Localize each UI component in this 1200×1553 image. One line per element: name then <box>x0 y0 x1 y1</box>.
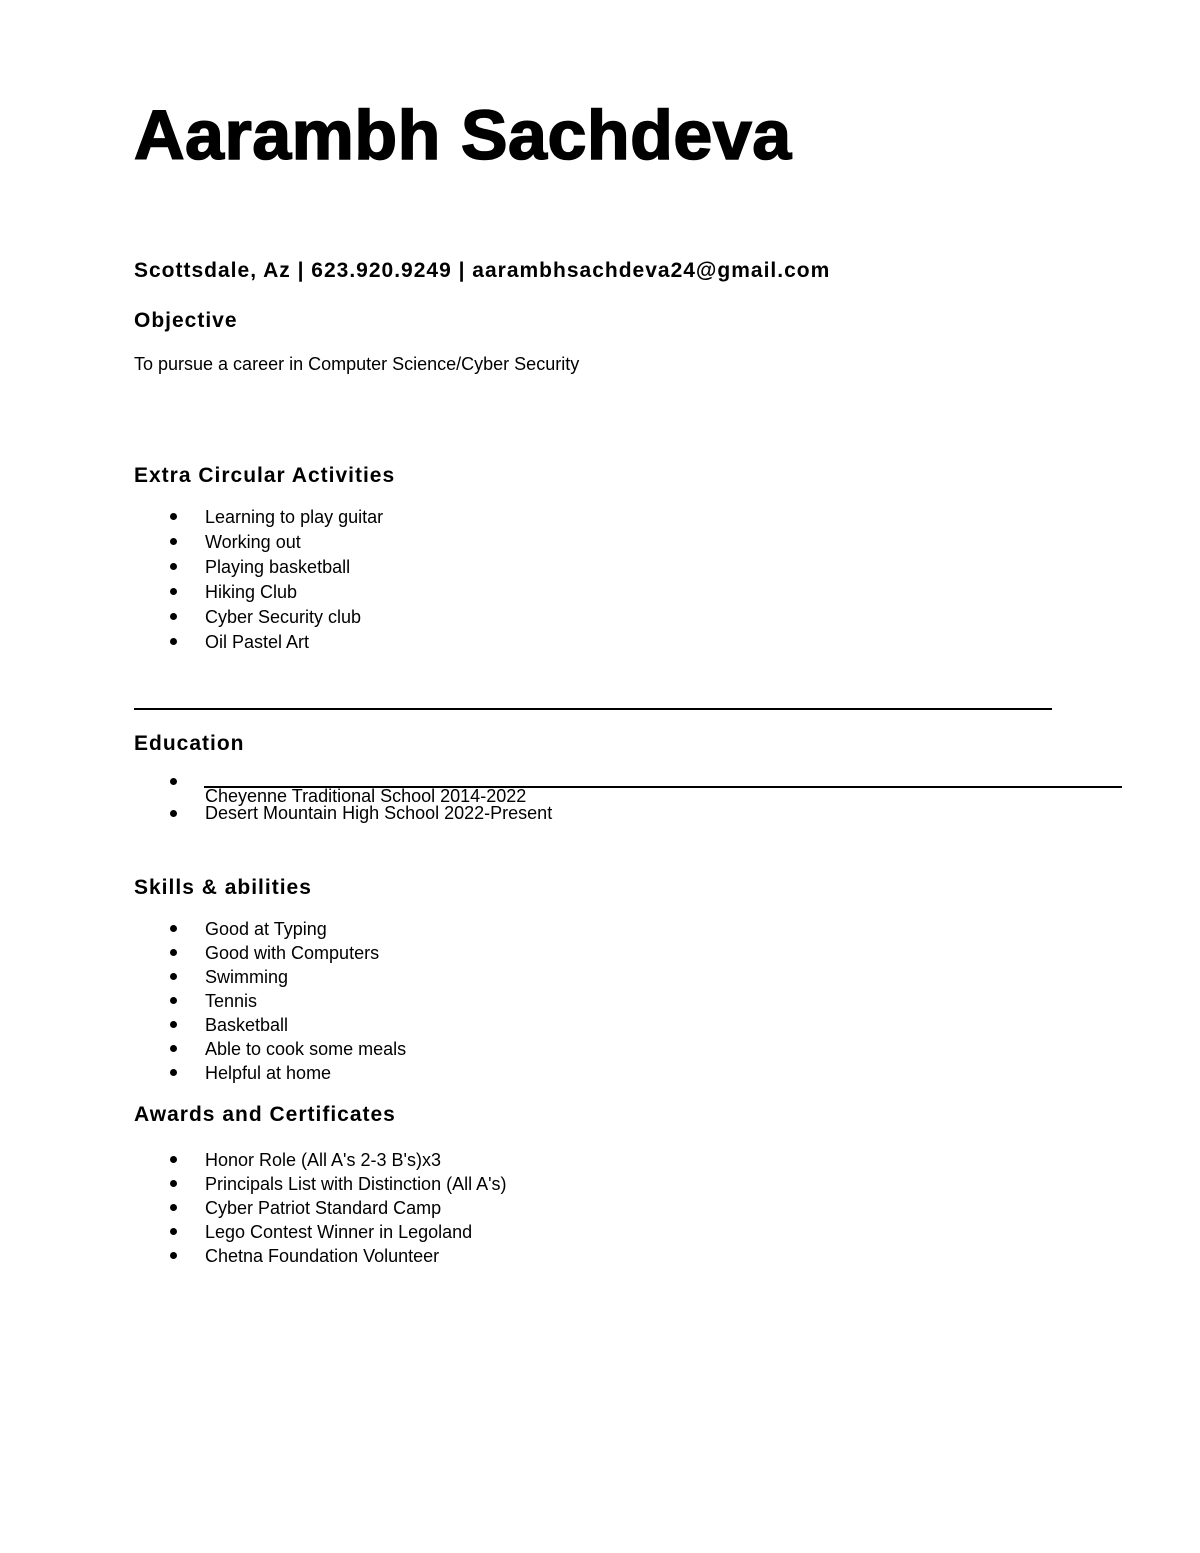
bullet-icon <box>170 1021 177 1028</box>
list-item <box>0 1196 1200 1220</box>
list-item <box>0 505 1200 530</box>
skills-list <box>0 917 1200 1085</box>
activity-text: Working out <box>205 532 301 552</box>
list-item <box>0 1220 1200 1244</box>
bullet-icon <box>170 778 177 785</box>
skills-heading: Skills & abilities <box>134 876 312 899</box>
list-item <box>0 580 1200 605</box>
bullet-icon <box>170 613 177 620</box>
list-item <box>0 1172 1200 1196</box>
bullet-icon <box>170 513 177 520</box>
award-text: Lego Contest Winner in Legoland <box>205 1222 473 1242</box>
award-text: Chetna Foundation Volunteer <box>205 1246 440 1266</box>
activity-text: Cyber Security club <box>205 607 362 627</box>
list-item <box>0 1148 1200 1172</box>
list-item <box>0 1244 1200 1268</box>
list-item <box>0 989 1200 1013</box>
education-item: Desert Mountain High School 2022-Present <box>205 803 553 823</box>
bullet-icon <box>170 563 177 570</box>
bullet-icon <box>170 1069 177 1076</box>
list-item <box>0 941 1200 965</box>
list-item <box>0 917 1200 941</box>
resume-name: Aarambh Sachdeva <box>134 96 792 174</box>
section-divider <box>134 708 1052 710</box>
contact-line: Scottsdale, Az | 623.920.9249 | aarambhsachdeva24@gmail.com <box>134 259 831 282</box>
bullet-icon <box>170 997 177 1004</box>
bullet-icon <box>170 1252 177 1259</box>
bullet-icon <box>170 638 177 645</box>
objective-heading: Objective <box>134 309 238 332</box>
skill-text: Basketball <box>205 1015 289 1035</box>
bullet-icon <box>170 925 177 932</box>
bullet-icon <box>170 538 177 545</box>
education-heading: Education <box>134 732 245 755</box>
activity-text: Hiking Club <box>205 582 298 602</box>
activities-list <box>0 505 1200 655</box>
bullet-icon <box>170 1156 177 1163</box>
list-item <box>0 1037 1200 1061</box>
activity-text: Learning to play guitar <box>205 507 384 527</box>
objective-text: To pursue a career in Computer Science/Cyber Security <box>134 354 580 374</box>
list-item <box>0 965 1200 989</box>
skill-text: Tennis <box>205 991 258 1011</box>
bullet-icon <box>170 973 177 980</box>
list-item <box>0 630 1200 655</box>
activity-text: Playing basketball <box>205 557 351 577</box>
bullet-icon <box>170 1228 177 1235</box>
list-item <box>0 1061 1200 1085</box>
awards-heading: Awards and Certificates <box>134 1103 396 1126</box>
skill-text: Able to cook some meals <box>205 1039 407 1059</box>
skill-text: Helpful at home <box>205 1063 332 1083</box>
skill-text: Swimming <box>205 967 289 987</box>
skill-text: Good with Computers <box>205 943 380 963</box>
education-item: Cheyenne Traditional School 2014-2022 <box>205 786 527 806</box>
bullet-icon <box>170 1045 177 1052</box>
education-list <box>0 770 1200 830</box>
bullet-icon <box>170 1204 177 1211</box>
awards-list <box>0 1148 1200 1268</box>
award-text: Principals List with Distinction (All A's) <box>205 1174 507 1194</box>
activities-heading: Extra Circular Activities <box>134 464 396 487</box>
list-item <box>0 530 1200 555</box>
bullet-icon <box>170 1180 177 1187</box>
list-item <box>0 605 1200 630</box>
award-text: Honor Role (All A's 2-3 B's)x3 <box>205 1150 441 1170</box>
list-item <box>0 555 1200 580</box>
bullet-icon <box>170 949 177 956</box>
award-text: Cyber Patriot Standard Camp <box>205 1198 442 1218</box>
activity-text: Oil Pastel Art <box>205 632 310 652</box>
skill-text: Good at Typing <box>205 919 327 939</box>
bullet-icon <box>170 588 177 595</box>
bullet-icon <box>170 810 177 817</box>
list-item <box>0 1013 1200 1037</box>
